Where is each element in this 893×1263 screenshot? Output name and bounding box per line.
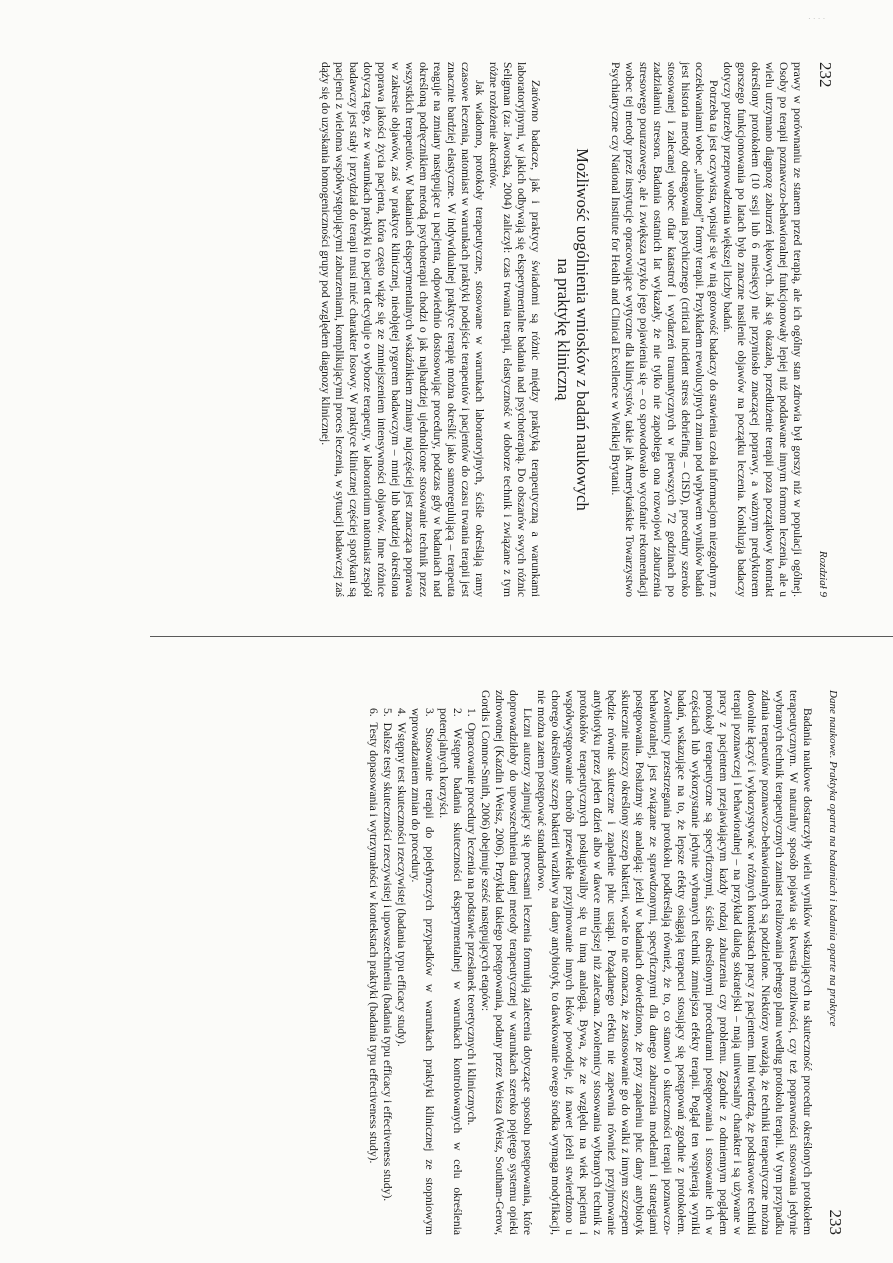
body-paragraph: Potrzeba ta jest oczywista, wpisuje się w nią gotowość badaczy do stawienia czoła informacjom niezgodnym z oczekiwaniami wobec „ulubionej” formy terapii. Przykładem rewolucyjnych zmian pod wpływem wyników badań jest historia metody odreagowania psychicznego (critical incident stress debriefing – CISD), procedury szeroko stosowanej i zalecanej wobec ofiar katastrof i wydarzeń traumatycznych w pierwszych 72 godzinach po zadziałaniu stresora. Badania ostatnich lat wykazały, że nie tylko nie zapobiega ona rozwojowi zaburzenia stresowego pourazowego, ale i zwiększa ryzyko jego pojawienia się – co spowodowało wycofanie rekomendacji wobec tej metody przez instytucje opracowujące wytyczne dla klinicystów, takie jak Amerykańskie Towarzystwo Psychiatryczne czy National Institute for Health and Clinical Excellence w Wielkiej Brytanii. bbox=[609, 62, 720, 597]
section-title-line: Możliwość uogólnienia wniosków z badań naukowych bbox=[573, 148, 592, 511]
page-number: 232 bbox=[816, 62, 835, 88]
list-item-number: 1. bbox=[465, 708, 478, 717]
section-title-line: na praktykę kliniczną bbox=[554, 258, 573, 401]
list-item-text: Stosowanie terapii do pojedynczych przypadków w warunkach praktyki klinicznej ze stopniowym wprowadzaniem zmian do procedury. bbox=[409, 708, 436, 1235]
list-item-number: 4. bbox=[395, 708, 408, 717]
page-header bbox=[826, 690, 845, 1235]
body-paragraph: Badania naukowe dostarczyły wielu wyników wskazujących na skuteczność procedur określonych protokołem terapeutycznym. W naturalny sposób pojawia się kwestia możliwości, czy też poprawności stosowania jedynie wybranych technik terapeutycznych zamiast realizowania pełnego planu według protokołu terapii. W tym przypadku zdania terapeutów poznawczo-behawioralnych są podzielone. Niektórzy uważają, że techniki terapeutyczne można dowolnie łączyć i wykorzystywać w różnych kontekstach pracy z pacjentem. Inni twierdzą, że podstawowe techniki terapii poznawczej i behawioralnej – na przykład dialog sokratejski – mają uniwersalny charakter i są używane w pracy z pacjentem przejawiającym każdy rodzaj zaburzenia czy problemu. Zgodnie z odmiennym poglądem protokoły terapeutyczne są specyficznymi, ściśle określonymi procedurami postępowania i stosowanie ich w częściach lub wykorzystanie jedynie wybranych technik zmniejsza efekty terapii. Pogląd ten wspierają wyniki badań, wskazujące na to, że lepsze efekty osiągają terapeuci stosujący się postępowań zgodnie z protokołem. Zwolennicy przestrzegania protokołu podkreślają również, że to, co stanowi o skuteczności terapii poznawczo-behawioralnej, jest związane ze sprawdzonymi, specyficznymi dla danego zaburzenia modelami i strategiami postępowania. Posłużmy się analogią: jeżeli w badaniach dowiedziono, że przy zapaleniu płuc dany antybiotyk skutecznie niszczy określony szczep bakterii, wcale to nie oznacza, że zastosowanie go do walki z innym szczepem będzie równie skuteczne i zapalenie płuc ustąpi. Pożądanego efektu nie zapewnia również przyjmowanie antybiotyku przez jeden dzień albo w dawce mniejszej niż zalecana. Zwolennicy stosowania wybranych technik z protokołów terapeutycznych posługiwaliby się tu inną analogią. Bywa, że ze względu na wiek pacjenta i współwystępowanie chorób przewlekłe przyjmowanie innych leków powoduje, iż nawet jeżeli stwierdzono u chorego określony szczep bakterii wrażliwy na dany antybiotyk, to dawkowanie owego środka wymaga modyfikacji, nie można zatem postępować standardowo. bbox=[535, 690, 814, 1235]
list-item bbox=[394, 690, 408, 1235]
list-item bbox=[380, 690, 394, 1235]
list-item bbox=[366, 690, 380, 1235]
body-paragraph: Zarówno badacze, jak i praktycy świadomi są różnic między praktyką terapeutyczną a warunkami laboratoryjnymi, w jakich odbywają się eksperymentalne badania nad psychoterapią. Do obszarów swych różnic Seligman (za: Jaworska, 2004) zaliczył: czas trwania terapii, elastyczność w doborze technik i związane z tym różne rozłożenie akcentów. bbox=[487, 62, 542, 597]
list-item-text: Opracowanie procedury leczenia na podstawie przesłanek teoretycznych i klinicznych. bbox=[465, 722, 478, 1126]
body-paragraph: Liczni autorzy zajmujący się procesami leczenia formułują zalecenia dotyczące sposobu postępowania, które doprowadziłoby do upowszechnienia danej metody terapeutycznej w warunkach szeroko pojętego systemu opieki zdrowotnej (Kazdin i Weisz, 2006). Przykład takiego postępowania, podany przez Weisza (Weisz, Southam-Gerow, Gordis i Connor-Smith, 2006) obejmuje sześć następujących etapów: bbox=[479, 690, 534, 1235]
list-item-number: 5. bbox=[381, 708, 394, 717]
list-item-text: Dalsze testy skuteczności rzeczywistej i upowszechnienia (badania typu efficacy i effectiveness study). bbox=[381, 722, 394, 1202]
list-item-number: 3. bbox=[423, 708, 436, 717]
list-item bbox=[436, 690, 464, 1235]
body-paragraph: Jak wiadomo, protokoły terapeutyczne, stosowane w warunkach laboratoryjnych, ściśle określają ramy czasowe leczenia, natomiast w warunkach praktyki podejście terapeutów i pacjentów do czasu trwania terapii jest znacznie bardziej elastyczne. W indywidualnej praktyce terapię można określić jako samoregulującą – terapeuta reaguje na zmiany następujące u pacjenta, odpowiednio dostosowując procedury, podczas gdy w badaniach nad określoną podręcznikiem metodą psychoterapii chodzi o jak najbardziej ujednolicone stosowanie technik przez wszystkich terapeutów. W badaniach eksperymentalnych wskaźnikiem zmiany najczęściej jest znacząca poprawa w zakresie objawów, zaś w praktyce klinicznej, nieobjętej rygorem badawczym – mniej lub bardziej określona poprawa jakości życia pacjenta, która często wiąże się ze zmniejszeniem intensywności objawów. Inne różnice dotyczą tego, że w warunkach praktyki to pacjent decyduje o wyborze terapeuty, w laboratorium natomiast zespół badawczy jest stały i przydział do terapii musi mieć charakter losowy. W praktyce klinicznej częściej spotykani są pacjenci z wieloma współwystępującymi zaburzeniami, komplikującymi proces leczenia, w sytuacji badawczej zaś dąży się do uzyskania homogeniczności grupy pod względem diagnozy klinicznej. bbox=[319, 62, 486, 597]
list-item bbox=[408, 690, 436, 1235]
page-number: 233 bbox=[826, 1209, 845, 1235]
page-header bbox=[816, 62, 835, 597]
page-233 bbox=[42, 688, 845, 1243]
running-head: Rozdział 9 bbox=[817, 550, 829, 597]
page-fold-line bbox=[150, 636, 893, 637]
running-head: Dane naukowe. Praktyka oparta na badaniach i badania oparte na praktyce bbox=[827, 690, 839, 1027]
list-item-text: Wstępne badania skuteczności eksperymentalnej w warunkach kontrolowanych w celu określenia potencjalnych korzyści. bbox=[437, 708, 464, 1235]
list-item-text: Testy dopasowania i wytrzymałości w kontekstach praktyki (badania typu effectiveness study). bbox=[367, 722, 380, 1164]
list-item-text: Wstępny test skuteczności rzeczywistej (badania typu efficacy study). bbox=[395, 722, 408, 1047]
scan-margin-mark: · · · · bbox=[808, 14, 826, 23]
page-232 bbox=[32, 62, 835, 607]
list-item bbox=[464, 690, 478, 1235]
list-item-number: 6. bbox=[367, 708, 380, 717]
section-title bbox=[554, 82, 592, 577]
list-item-number: 2. bbox=[451, 708, 464, 717]
body-paragraph: prawy w porównaniu ze stanem przed terapią, ale ich ogólny stan zdrowia był gorszy niż w populacji ogólnej. Osoby po terapii poznawczo-behawioralnej funkcjonowały lepiej niż poddawane innym formom leczenia, ale u wielu utrzymano diagnozę zaburzeń lękowych. Jak się okazało, przedłużenie terapii poza początkowy kontrakt określony protokołem (10 sesji lub 6 miesięcy) nie przyniosło znaczącej poprawy, a ważnym predyktorem gorszego funkcjonowania po latach było znaczne nasilenie objawów na początku leczenia. Konkluzja badaczy dotyczy potrzeby przeprowadzenia większej liczby badań. bbox=[721, 62, 804, 597]
